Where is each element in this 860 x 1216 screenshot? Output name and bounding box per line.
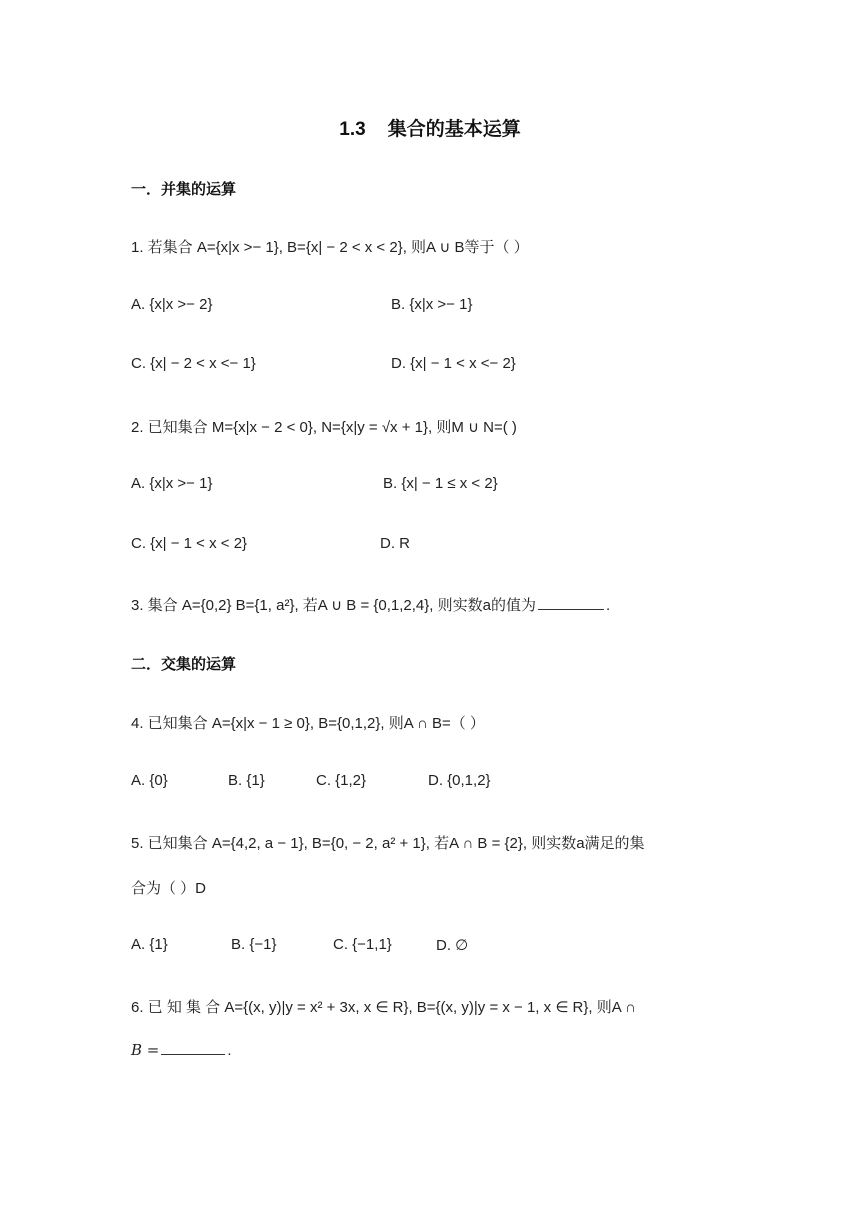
section-heading-union: 一．并集的运算: [131, 181, 237, 198]
question-6-text: B =: [131, 1041, 160, 1059]
section-heading-intersection: 二．交集的运算: [131, 656, 237, 673]
question-1-stem: 1. 若集合 A={x|x >− 1}, B={x| − 2 < x < 2}, 则A ∪ B等于（ ）: [131, 239, 529, 256]
question-5-stem-line-2: 合为（ ）D: [131, 880, 207, 897]
question-4-option-d: D. {0,1,2}: [428, 772, 491, 789]
question-2-stem: 2. 已知集合 M={x|x − 2 < 0}, N={x|y = √x + 1}, 则M ∪ N=( ): [131, 419, 517, 436]
question-3-end: .: [605, 597, 611, 614]
question-3-text: 3. 集合 A={0,2} B={1, a²}, 若A ∪ B = {0,1,2,4}, 则实数a的值为: [131, 597, 536, 614]
question-4-option-c: C. {1,2}: [316, 772, 367, 789]
question-5-option-c: C. {−1,1}: [333, 936, 392, 953]
answer-blank: [161, 1053, 225, 1055]
question-1-option-b: B. {x|x >− 1}: [391, 296, 473, 313]
question-1-option-a: A. {x|x >− 2}: [131, 296, 213, 313]
question-4-stem: 4. 已知集合 A={x|x − 1 ≥ 0}, B={0,1,2}, 则A ∩ B=（ ）: [131, 715, 485, 732]
page-title: [0, 114, 860, 141]
question-6-end: .: [227, 1042, 232, 1059]
question-3-stem: [131, 594, 610, 615]
question-6-stem-line-2: [131, 1041, 232, 1059]
question-5-stem-line-1: 5. 已知集合 A={4,2, a − 1}, B={0, − 2, a² + 1}, 若A ∩ B = {2}, 则实数a满足的集: [131, 835, 645, 852]
question-4-option-b: B. {1}: [228, 772, 265, 789]
title-number: 1.3: [339, 119, 366, 140]
answer-blank: [538, 608, 604, 610]
question-5-option-a: A. {1}: [131, 936, 168, 953]
question-1-option-d: D. {x| − 1 < x <− 2}: [391, 355, 516, 372]
question-6-stem-line-1: 6. 已 知 集 合 A={(x, y)|y = x² + 3x, x ∈ R}, B={(x, y)|y = x − 1, x ∈ R}, 则A ∩: [131, 999, 636, 1016]
title-text: 集合的基本运算: [387, 119, 521, 140]
question-2-option-c: C. {x| − 1 < x < 2}: [131, 535, 248, 552]
question-1-option-c: C. {x| − 2 < x <− 1}: [131, 355, 256, 372]
question-2-option-b: B. {x| − 1 ≤ x < 2}: [383, 475, 498, 492]
question-4-option-a: A. {0}: [131, 772, 168, 789]
question-2-option-d: D. R: [380, 535, 410, 552]
question-5-option-b: B. {−1}: [231, 936, 277, 953]
question-2-option-a: A. {x|x >− 1}: [131, 475, 213, 492]
question-5-option-d: D. ∅: [436, 937, 469, 954]
